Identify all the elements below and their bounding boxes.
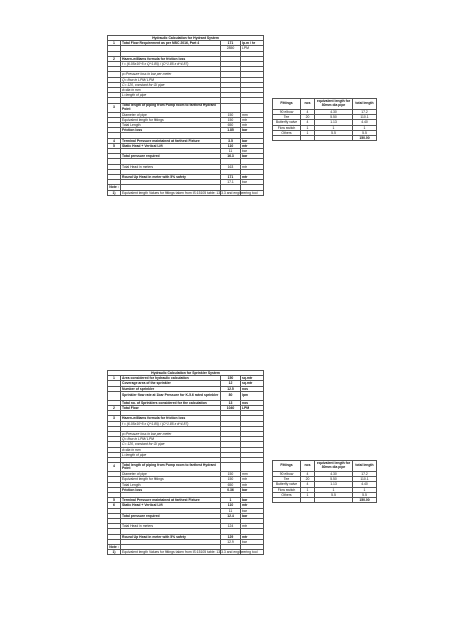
calc-row [108,391,264,400]
row-number: 1) [108,550,121,555]
hydrant-calculation-sheet [107,35,264,196]
row-description: C= 120, constant for GI pipe [121,82,221,87]
fittings-header-row [273,99,377,110]
row-unit: mm [241,112,264,117]
fittings-row [273,498,377,503]
row-description: Terminal Pressure maintained at farthest Fixture [121,138,221,143]
row-value: 16.3 [221,154,241,159]
row-description: d=dia in mm [121,88,221,93]
row-value: 150 [221,117,241,122]
row-unit: mtr [241,143,264,148]
row-unit: mtr [241,534,264,539]
row-unit: mtr [241,524,264,529]
row-value: 150 [221,112,241,117]
row-value [221,103,241,112]
row-description: Total pressure required [121,154,221,159]
fittings-cell: Others [273,130,301,135]
row-unit: bar [241,513,264,518]
fittings-header-cell: Fittings [273,99,301,110]
row-unit [241,103,264,112]
row-number [108,391,121,400]
hydrant-fittings-sheet [272,98,377,141]
row-description: Total Head in meters [121,164,221,169]
row-description: Terminal Pressure maintained at farthest Fixture [121,498,221,503]
row-value: 171 [221,174,241,179]
row-value: 650 [221,123,241,128]
row-description: Total no. of Sprinklers considered for the calculation [121,400,221,405]
row-unit: bar [241,498,264,503]
row-description: Total Length [121,123,221,128]
fittings-cell [301,136,315,141]
row-unit: bar [241,128,264,133]
fittings-cell: Others [273,492,301,497]
fittings-cell: 150.00 [353,136,377,141]
row-description: L=length of pipe [121,93,221,98]
row-unit [241,463,264,472]
fittings-header-row [273,461,377,472]
row-number: 5 [108,498,121,503]
fittings-cell: 1 [301,125,315,130]
fittings-cell: 1 [353,487,377,492]
row-unit: mtr [241,164,264,169]
row-description: Q= flow in LPM/ LPM [121,437,221,442]
row-unit: mtr [241,117,264,122]
row-number: 3 [108,103,121,112]
row-number: 1 [108,41,121,46]
fittings-cell: 1.13 [315,482,353,487]
row-description: Coverage area of the sprinkler [121,381,221,386]
row-unit: mtr [241,482,264,487]
row-number: 4 [108,463,121,472]
row-value: 80 [221,391,241,400]
calc-row [108,463,264,472]
fittings-cell [301,498,315,503]
row-description: Total length of piping from Pump room to farthest Hydrant Point [121,463,221,472]
fittings-header-cell: total length [353,99,377,110]
fittings-cell: Flow switch [273,125,301,130]
row-unit: LPM [241,406,264,411]
fittings-cell: 5.50 [315,115,353,120]
row-description: Hazen-williams formula for friction loss [121,56,221,61]
row-number: 6 [108,503,121,508]
row-unit: sq.mtr [241,376,264,381]
fittings-cell: Flow switch [273,487,301,492]
fittings-cell: Butterfly valve [273,482,301,487]
hydrant-title: Hydraulic Calculation for Hydrant System [108,36,264,41]
row-description: f = (6.05x10^5 x Q^1.85) / (C^1.85 x d^4.87) [121,421,221,426]
row-description: Static Head + Vertical Lift [121,143,221,148]
row-number: Note : [109,185,119,190]
sprinkler-title: Hydraulic Calculation for Sprinkler System [108,371,264,376]
row-value: 110 [221,503,241,508]
row-number: 3 [108,416,121,421]
row-value: 11 [221,149,241,154]
row-value: 124 [221,524,241,529]
row-number: 1) [108,190,121,195]
row-value: 12 [221,381,241,386]
fittings-cell: 20 [301,477,315,482]
fittings-cell [315,498,353,503]
fittings-cell: 1 [301,492,315,497]
fittings-cell [273,498,301,503]
hydrant-fittings-table [272,98,377,141]
row-unit: LPM [241,46,264,51]
row-value: 3.5 [221,138,241,143]
sprinkler-calculation-table [107,370,264,555]
fittings-cell: Tee [273,115,301,120]
row-description: Round Up Head in meter with 5% safety [121,174,221,179]
row-unit: bar [241,508,264,513]
calc-row [108,103,264,112]
row-number: 4 [108,138,121,143]
row-description: Equivalent length for fittings [121,117,221,122]
fittings-cell: 1 [301,130,315,135]
row-description: Q= flow in LPM/ LPM [121,77,221,82]
row-description: L=length of pipe [121,452,221,457]
row-value: 1 [221,498,241,503]
row-unit: bar [241,180,264,185]
row-description: Sprinkler flow rate at 1bar Pressure for K-5.6 rated sprinkler [121,391,221,400]
row-number: 5 [108,143,121,148]
row-unit: bar [241,149,264,154]
fittings-cell: 1 [315,125,353,130]
row-description: C= 120, constant for GI pipe [121,442,221,447]
row-value: 0.36 [221,487,241,492]
fittings-cell: 4 [301,482,315,487]
row-value: 163 [221,164,241,169]
row-number: Note : [109,545,119,549]
row-description: Diameter of pipe [121,472,221,477]
fittings-cell: 110.1 [353,477,377,482]
fittings-header-cell: nos [301,99,315,110]
fittings-cell: 4 [301,472,315,477]
fittings-cell: 90 elbow [273,472,301,477]
row-description: Friction loss [121,487,221,492]
fittings-header-cell: equivalent length for 80mm dia pipe [315,99,353,110]
row-value: 150 [221,376,241,381]
row-value: 12.5 [221,386,241,391]
row-number: 2 [108,406,121,411]
row-unit: mtr [241,174,264,179]
fittings-cell: Butterfly valve [273,120,301,125]
row-unit: lp.m / hr [241,41,264,46]
row-description: Total pressure required [121,513,221,518]
calc-row [108,550,264,555]
hydrant-calculation-table [107,35,264,196]
row-description: d=dia in mm [121,447,221,452]
fittings-cell: 5.5 [353,130,377,135]
row-value: 1040 [221,406,241,411]
row-value [221,463,241,472]
fittings-cell [315,136,353,141]
fittings-cell: 17.2 [353,110,377,115]
row-description: Total Flow [121,406,221,411]
row-description: Number of sprinkler [121,386,221,391]
row-description: Friction loss [121,128,221,133]
row-description: Total length of piping from Pump room to farthest Hydrant Point [121,103,221,112]
row-description: Diameter of pipe [121,112,221,117]
row-unit: mm [241,472,264,477]
fittings-cell: 4 [301,110,315,115]
fittings-cell: 4.40 [353,482,377,487]
row-description: Static Head + Vertical Lift [121,503,221,508]
sprinkler-fittings-table [272,460,377,503]
fittings-cell: 5.5 [315,130,353,135]
row-value: 150 [221,477,241,482]
calc-row [108,190,264,195]
row-value: 110 [221,143,241,148]
sprinkler-calculation-sheet [107,370,264,555]
row-description: Area considered for hydraulic calculation [121,376,221,381]
row-description: Equivalent length Values for fittings taken from IS:15105 table: 13.3.3 and engineering tool [122,190,258,195]
row-unit: bar [241,154,264,159]
sprinkler-fittings-sheet [272,460,377,503]
fittings-cell: 20 [301,115,315,120]
row-unit: bar [241,539,264,544]
row-unit: sq.mtr [241,381,264,386]
row-value: 1.85 [221,128,241,133]
fittings-cell: 5.5 [353,492,377,497]
fittings-header-cell: nos [301,461,315,472]
fittings-header-cell: total length [353,461,377,472]
row-value: 17.1 [221,180,241,185]
row-unit: mtr [241,123,264,128]
row-value: 129 [221,534,241,539]
fittings-cell: Tee [273,477,301,482]
row-value: 150 [221,472,241,477]
fittings-cell: 1 [353,125,377,130]
fittings-cell: 1 [315,487,353,492]
fittings-cell: 110.1 [353,115,377,120]
fittings-header-cell: Fittings [273,461,301,472]
row-value: 650 [221,482,241,487]
row-description: Total Length [121,482,221,487]
fittings-cell: 1.13 [315,120,353,125]
row-description: Equivalent length Values for fittings taken from IS:15105 table: 13.3.3 and engineering tool [122,550,258,555]
row-value: 2850 [221,46,241,51]
fittings-cell: 90 elbow [273,110,301,115]
fittings-cell: 4 [301,120,315,125]
fittings-cell: 17.2 [353,472,377,477]
fittings-header-cell: equivalent length for 80mm dia pipe [315,461,353,472]
fittings-row [273,136,377,141]
row-description: Round Up Head in meter with 5% safety [121,534,221,539]
row-description: p=Pressure loss in bar per meter [121,432,221,437]
fittings-cell: 5.50 [315,477,353,482]
row-description: Equivalent length for fittings [121,477,221,482]
fittings-cell: 1 [301,487,315,492]
row-value: 13 [221,400,241,405]
row-value: 12.9 [221,539,241,544]
row-description: Hazen-williams formula for friction loss [121,416,221,421]
row-value: 12.4 [221,513,241,518]
row-description: p=Pressure loss in bar per meter [121,72,221,77]
fittings-cell: 4.40 [353,120,377,125]
fittings-cell [273,136,301,141]
row-value: 11 [221,508,241,513]
row-unit: bar [241,138,264,143]
row-number: 2 [108,56,121,61]
row-unit: mtr [241,503,264,508]
row-unit: bar [241,487,264,492]
row-description: f = (6.05x10^5 x Q^1.85) / (C^1.85 x d^4.87) [121,62,221,67]
fittings-cell: 4.30 [315,110,353,115]
fittings-cell: 4.30 [315,472,353,477]
row-unit: nos [241,386,264,391]
fittings-cell: 150.00 [353,498,377,503]
row-description: Total Head in meters [121,524,221,529]
row-value: 171 [221,41,241,46]
row-unit: nos [241,400,264,405]
row-description: Total Flow Requirement as per NBC 2016, Part 4 [121,41,221,46]
row-number: 1 [108,376,121,381]
row-unit: lpm [241,391,264,400]
fittings-cell: 5.5 [315,492,353,497]
row-unit: mtr [241,477,264,482]
